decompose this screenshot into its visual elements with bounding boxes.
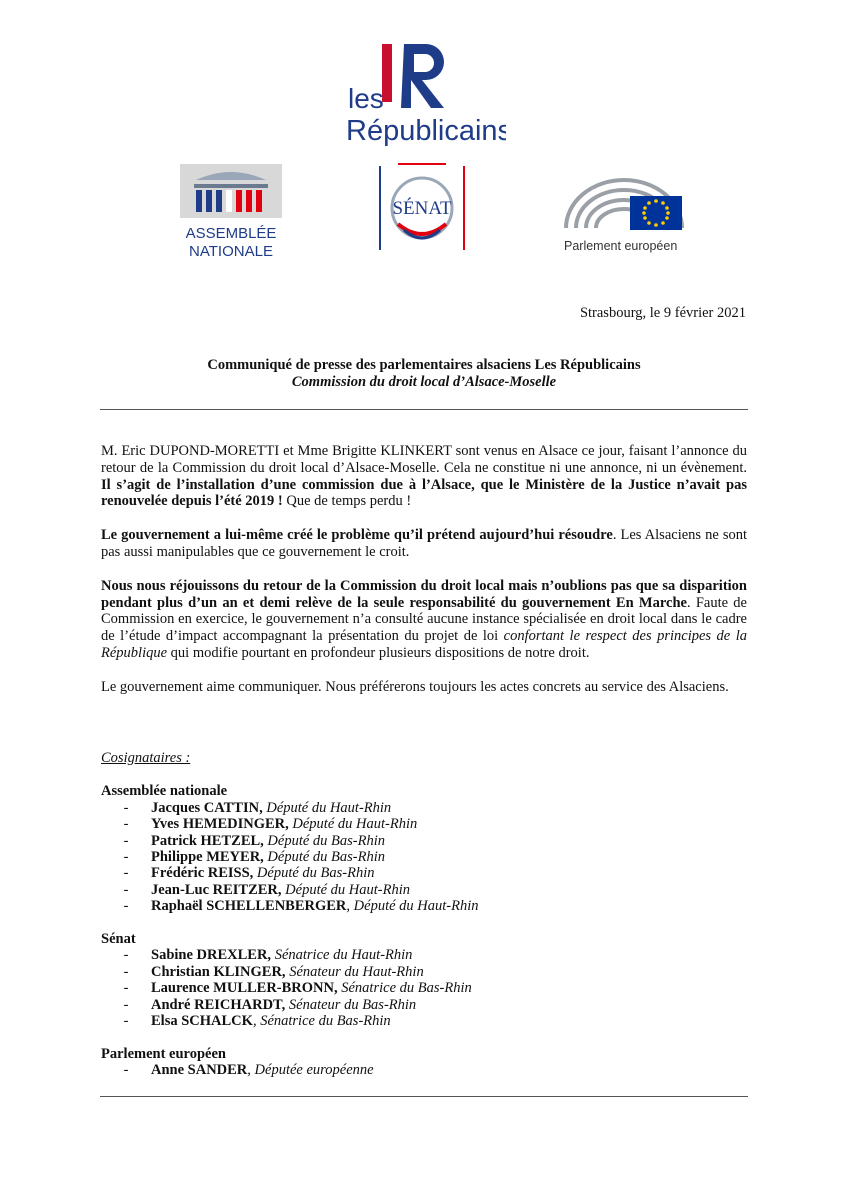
list-item: [101, 849, 747, 865]
member-name: Christian KLINGER,: [151, 963, 286, 980]
les-republicains-emblem: [346, 38, 506, 150]
paragraph-2: [101, 527, 747, 561]
member-name: Sabine DREXLER,: [151, 947, 272, 964]
list-item: [101, 997, 747, 1013]
member-name: Anne SANDER: [151, 1062, 248, 1079]
list-item: [101, 800, 747, 816]
member-role: Sénateur du Bas-Rhin: [285, 996, 417, 1013]
member-name: Jacques CATTIN,: [151, 799, 263, 816]
paragraph-2-part-b: . Les Alsaciens ne sont pas aussi manipulables que ce gouvernement le croit.: [101, 527, 747, 560]
member-name: Jean-Luc REITZER,: [151, 881, 282, 898]
pe-text: Parlement européen: [564, 239, 678, 253]
les-republicains-logo: [346, 38, 506, 150]
member-name: Frédéric REISS,: [151, 865, 254, 882]
list-dash: -: [123, 947, 129, 964]
cosignataires-section: [101, 750, 747, 1095]
group-assemblee-nationale: [101, 783, 747, 914]
group-title-assemblee: Assemblée nationale: [101, 783, 228, 800]
member-role: Député du Haut-Rhin: [288, 816, 418, 833]
group-title-senat: Sénat: [101, 931, 136, 948]
member-role: , Députée européenne: [247, 1062, 374, 1079]
list-item: [101, 882, 747, 898]
paragraph-2-bold: Le gouvernement a lui-même créé le problème qu’il prétend aujourd’hui résoudre: [101, 527, 613, 544]
list-dash: -: [123, 963, 129, 980]
list-dash: -: [123, 980, 129, 997]
paragraph-1: [101, 443, 747, 510]
paragraph-4: Le gouvernement aime communiquer. Nous préférerons toujours les actes concrets au service des Alsaciens.: [101, 678, 729, 695]
group-senat: [101, 931, 747, 1029]
paragraph-3-part-b: . Faute de Commission en exercice, le gouvernement n’a consulté aucune instance spécialisée en droit local dans le cadre de l’étude d’impact accompagnant la présentation du projet de loi: [101, 594, 747, 645]
group-parlement-europeen: [101, 1046, 747, 1079]
paragraph-1-bold: Il s’agit de l’installation d’une commission due à l’Alsace, que le Ministère de la Justice n’avait pas renouvelée depuis l’été 2019 !: [101, 476, 747, 510]
list-dash: -: [123, 816, 129, 833]
list-dash: -: [123, 996, 129, 1013]
group-title-parlement: Parlement européen: [101, 1045, 226, 1062]
senat-text: SÉNAT: [392, 198, 452, 219]
member-role: Sénateur du Haut-Rhin: [285, 963, 424, 980]
member-role: Député du Bas-Rhin: [263, 849, 386, 866]
member-role: , Député du Haut-Rhin: [346, 898, 479, 915]
list-item: [101, 1013, 747, 1029]
member-role: Député du Bas-Rhin: [253, 865, 375, 882]
list-item: [101, 865, 747, 881]
list-dash: -: [123, 898, 129, 915]
list-item: [101, 898, 747, 914]
heading-subtitle: Commission du droit local d’Alsace-Moselle: [291, 374, 557, 390]
press-release-body: [101, 443, 747, 713]
list-item: [101, 980, 747, 996]
an-line1-text: ASSEMBLÉE: [185, 225, 277, 242]
senat-emblem: [376, 160, 468, 256]
press-release-heading: [100, 357, 748, 391]
member-name: Philippe MEYER,: [151, 849, 264, 866]
logo-republicains-text: Républicains: [346, 115, 506, 147]
member-name: André REICHARDT,: [151, 996, 286, 1013]
member-role: Sénatrice du Haut-Rhin: [271, 947, 413, 964]
member-role: , Sénatrice du Bas-Rhin: [252, 1013, 391, 1030]
assemblee-emblem: [176, 162, 286, 262]
list-dash: -: [123, 1013, 129, 1030]
member-name: Patrick HETZEL,: [151, 832, 264, 849]
senat-logo: [376, 160, 468, 256]
list-item: [101, 947, 747, 963]
list-item: [101, 1062, 747, 1078]
assemblee-nationale-logo: [176, 162, 286, 262]
paragraph-1-part-c: Que de temps perdu !: [282, 493, 412, 510]
paragraph-3-part-d: qui modifie pourtant en profondeur plusieurs dispositions de notre droit.: [167, 644, 590, 661]
list-item: [101, 964, 747, 980]
member-role: Député du Haut-Rhin: [281, 881, 410, 898]
member-name: Elsa SCHALCK: [151, 1013, 253, 1030]
paragraph-3: [101, 578, 747, 662]
member-name: Laurence MULLER-BRONN,: [151, 980, 338, 997]
parlement-emblem: [560, 168, 690, 256]
list-dash: -: [123, 832, 129, 849]
paragraph-3-italic: confortant le respect des principes de la République: [101, 628, 747, 661]
member-role: Sénatrice du Bas-Rhin: [337, 980, 472, 997]
list-item: [101, 816, 747, 832]
paragraph-1-part-a: M. Eric DUPOND-MORETTI et Mme Brigitte KLINKERT sont venus en Alsace ce jour, faisant l’annonce du retour de la Commission du droit local d’Alsace-Moselle. Cela ne constitue ni une annonce, ni un évènement.: [101, 443, 747, 476]
logo-les-text: les: [348, 83, 384, 114]
paragraph-3-bold: Nous nous réjouissons du retour de la Commission du droit local mais n’oublions pas que sa disparition pendant plus d’un an et demi relève de la seule responsabilité du gouvernement En Marche: [101, 577, 747, 611]
list-dash: -: [123, 849, 129, 866]
list-item: [101, 833, 747, 849]
date-line: Strasbourg, le 9 février 2021: [579, 305, 746, 321]
member-role: Député du Bas-Rhin: [263, 832, 386, 849]
list-dash: -: [123, 1062, 129, 1079]
member-name: Yves HEMEDINGER,: [151, 816, 289, 833]
bottom-divider: [100, 1096, 748, 1097]
list-dash: -: [123, 865, 129, 882]
member-role: Député du Haut-Rhin: [262, 799, 392, 816]
heading-title: Communiqué de presse des parlementaires alsaciens Les Républicains: [207, 357, 641, 373]
list-dash: -: [123, 799, 129, 816]
member-name: Raphaël SCHELLENBERGER: [151, 898, 347, 915]
top-divider: [100, 409, 748, 410]
cosignataires-title: Cosignataires :: [101, 750, 191, 766]
parlement-europeen-logo: [560, 168, 690, 256]
list-dash: -: [123, 881, 129, 898]
an-line2-text: NATIONALE: [189, 243, 273, 260]
